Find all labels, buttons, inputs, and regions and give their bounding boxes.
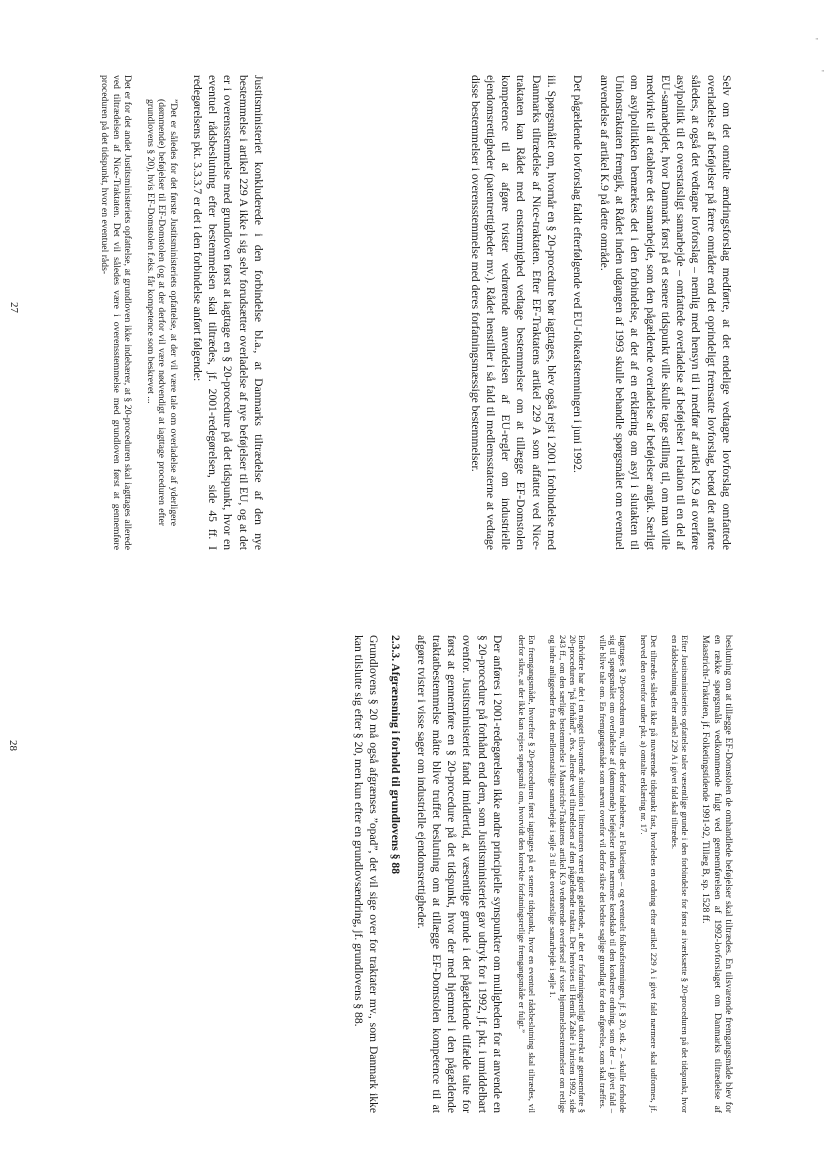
- paragraph: Justitsministeriet konkluderede i den forbindelse bl.a., at Danmarks tiltrædelse af den nye bestemmelse i artikel 229 A ikke i sig selv forudsætter overladelse af nye beføjelser til EU, og at det er i overensstemmelse med grundloven først at iagttage en § 20-procedure på det tidspunkt, hvor en eventuel rådsbeslutning efter bestemmelsen skal tiltrædes, jf. 2001-redegørelsen, side 45 ff. I redegørelsens pkt. 3.3.3.7 er det i den forbindelse anført følgende:: [190, 75, 265, 550]
- paragraph: Det er for det andet Justitsministeriets opfattelse, at grundloven ikke indebærer, at § 20-proceduren skal iagttages allerede ved tiltrædelsen af Nice-Traktaten. Det vil således være i overensstemmelse med grundloven først at gennemføre proceduren på det tidspunkt, hvor en eventuel råds-: [99, 75, 134, 550]
- scan-mark: ': [808, 38, 819, 40]
- block-quote: ”Det er således for det første Justitsministeriets opfattelse, at der vil være tale om overladelse af yderligere (dømmende) beføjelser til EF-Domstolen (og at der derfor vil være nødvendigt at iagttage proceduren efter grundlovens § 20), hvis EF-Domstolen f.eks. får kompetence som beskrevet ...: [144, 99, 179, 526]
- paragraph: Efter Justitsministeriets opfattelse taler væsentlige grunde i den forbindelse for først at iværksætte § 20-proceduren på det tidspunkt, hvor en rådsbeslutning efter artikel 229 A i givet fald skal tiltrædes.: [669, 635, 690, 1113]
- paragraph: beslutning om at tillægge EF-Domstolen de omhandlede beføjelser skal tiltrædes. En tilsvarende fremgangsmåde blev for en række spørgsmåls vedkommende fulgt ved gennemførelsen af 1992-lovforslaget om Danmarks tiltrædelse af Maastricht-Traktaten, jf. Folketingstidende 1991-92, Tillæg B, sp. 1528 ff.: [700, 635, 734, 1113]
- section-heading: 2.3.3. Afgrænsning i forhold til grundlovens § 88: [389, 635, 403, 874]
- paragraph: Det pågældende lovforslag faldt efterfølgende ved EU-folkeafstemningen i juni 1992.: [571, 75, 585, 473]
- page-27-upper-block: [456, 75, 734, 550]
- paragraph: Selv om det omtalte ændringsforslag medførte, at det endelige vedtagne lovforslag omfattede overladelse af beføjelser på færre områder end det oprindeligt fremsatte lovforslag, betød det anførte således, at også det vedtagne lovforslag – nemlig med hensyn til i medfør af artikel K.9 at overføre asylpolitik til et overstatsligt samarbejde – omfattede overladelse af beføjelser i relation til en del af EU-samarbejdet, hvor Danmark først på et senere tidspunkt ville skulle tage stilling til, om man ville medvirke til at etablere det samarbejde, som den pågældende overladelse af beføjelser angik. Særligt om asylpolitikken bemærkes det i den forbindelse, at det af en erklæring om asyl i slutakten til Unionstraktaten fremgik, at Rådet inden udgangen af 1993 skulle behandle spørgsmålet om eventuel anvendelse af artikel K.9 på dette område.: [597, 75, 733, 550]
- paragraph: Det tiltrædes således ikke på nuværende tidspunkt fast, hvorledes en ordning efter artikel 229 A i givet fald nærmere skal udformes, jf. herved den ovenfor under pkt. a) omtalte erklæring nr. 17.: [639, 635, 659, 1113]
- page-28-upper-block: [340, 635, 734, 1113]
- page-28: [0, 635, 826, 1135]
- page-27-lower-block: [88, 75, 266, 550]
- paragraph: Der anføres i 2001-redegørelsen ikke andre principielle synspunkter om muligheden for at anvende en § 20-procedure på forhånd end dem, som Justitsministeriet gav udtryk for i 1992, jf. pkt. i umiddelbart ovenfor. Justitsministeriet fandt imidlertid, at væsentlige grunde i det pågældende tilfælde talte for først at gennemføre en § 20-procedure på det tidspunkt, hvor der med hjemmel i den pågældende traktatbestemmelse måtte blive truffet beslutning om at tillægge EF-Domstolen kompetence til at afgøre tvister i visse sager om industrielle ejendomsrettigheder.: [414, 635, 504, 1113]
- paragraph: En fremgangsmåde, hvorefter § 20-proceduren først iagttages på et senere tidspunkt, hvor en eventuel rådsbeslutning skal tiltrædes, vil derfor sikre, at der ikke kan rejses spørgsmål om, hvorvidt den korrekte forfatningsretlige fremgangsmåde er fulgt.”: [516, 635, 537, 1113]
- paragraph: Endvidere har det i en noget tilsvarende situation i litteraturen været gjort gældende, at det er forfatningsretligt ukorrekt at gennemføre § 20-proceduren ”på forhånd”, dvs. allerede ved tiltrædelsen af den pågældende traktat. Der henvises til Henrik Zahle i Juristen 1992, side 243 ff., om den særlige bestemmelse i Maastricht-Traktatens artikel K.9 vedrørende overførsel af visse hjemmelsbestemmelser om retlige og indre anliggender fra det mellemstatslige samarbejde i søjle 3 til det overstatslige samarbejde i søjle 1.: [547, 635, 588, 1113]
- page-number: 27: [8, 302, 20, 313]
- scan-mark: ': [814, 70, 825, 72]
- paragraph: Iagttages § 20-proceduren nu, ville det derfor indebære, at Folketinget – og eventuelt folkeafstemningen, jf. § 20, stk. 2 – skulle forholde sig til spørgsmålet om overladelse af (dømmende) beføjelser uden nærmere kendskab til den konkrete ordning, som der – i givet fald – ville blive tale om. En fremgangsmåde som nævnt ovenfor vil derfor sikre det bedste saglige grundlag for den afgørelse, som skal træffes.: [598, 635, 629, 1113]
- page-27: [0, 75, 826, 575]
- paragraph: iii. Spørgsmålet om, hvornår en § 20-procedure bør iagttages, blev også rejst i 2001 i forbindelse med Danmarks tiltrædelse af Nice-traktaten. Efter EF-Traktatens artikel 229 A som affattet ved Nice-traktaten kan Rådet med enstemmighed vedtage bestemmelser om at tillægge EF-Domstolen kompetence til at afgøre tvister vedrørende anvendelsen af EU-regler om industrielle ejendomsrettigheder (patentrettigheder mv.). Rådet henstiller i så fald til medlemsstaterne at vedtage disse bestemmelser i overensstemmelse med deres forfatningsmæssige bestemmelser.: [468, 75, 559, 550]
- page-number: 28: [7, 740, 19, 751]
- paragraph: Grundlovens § 20 må også afgrænses ”opad”, det vil sige over for traktater mv., som Danmark ikke kan tilslutte sig efter § 20, men kun efter en grundlovsændring, jf. grundlovens § 88.: [351, 635, 381, 1113]
